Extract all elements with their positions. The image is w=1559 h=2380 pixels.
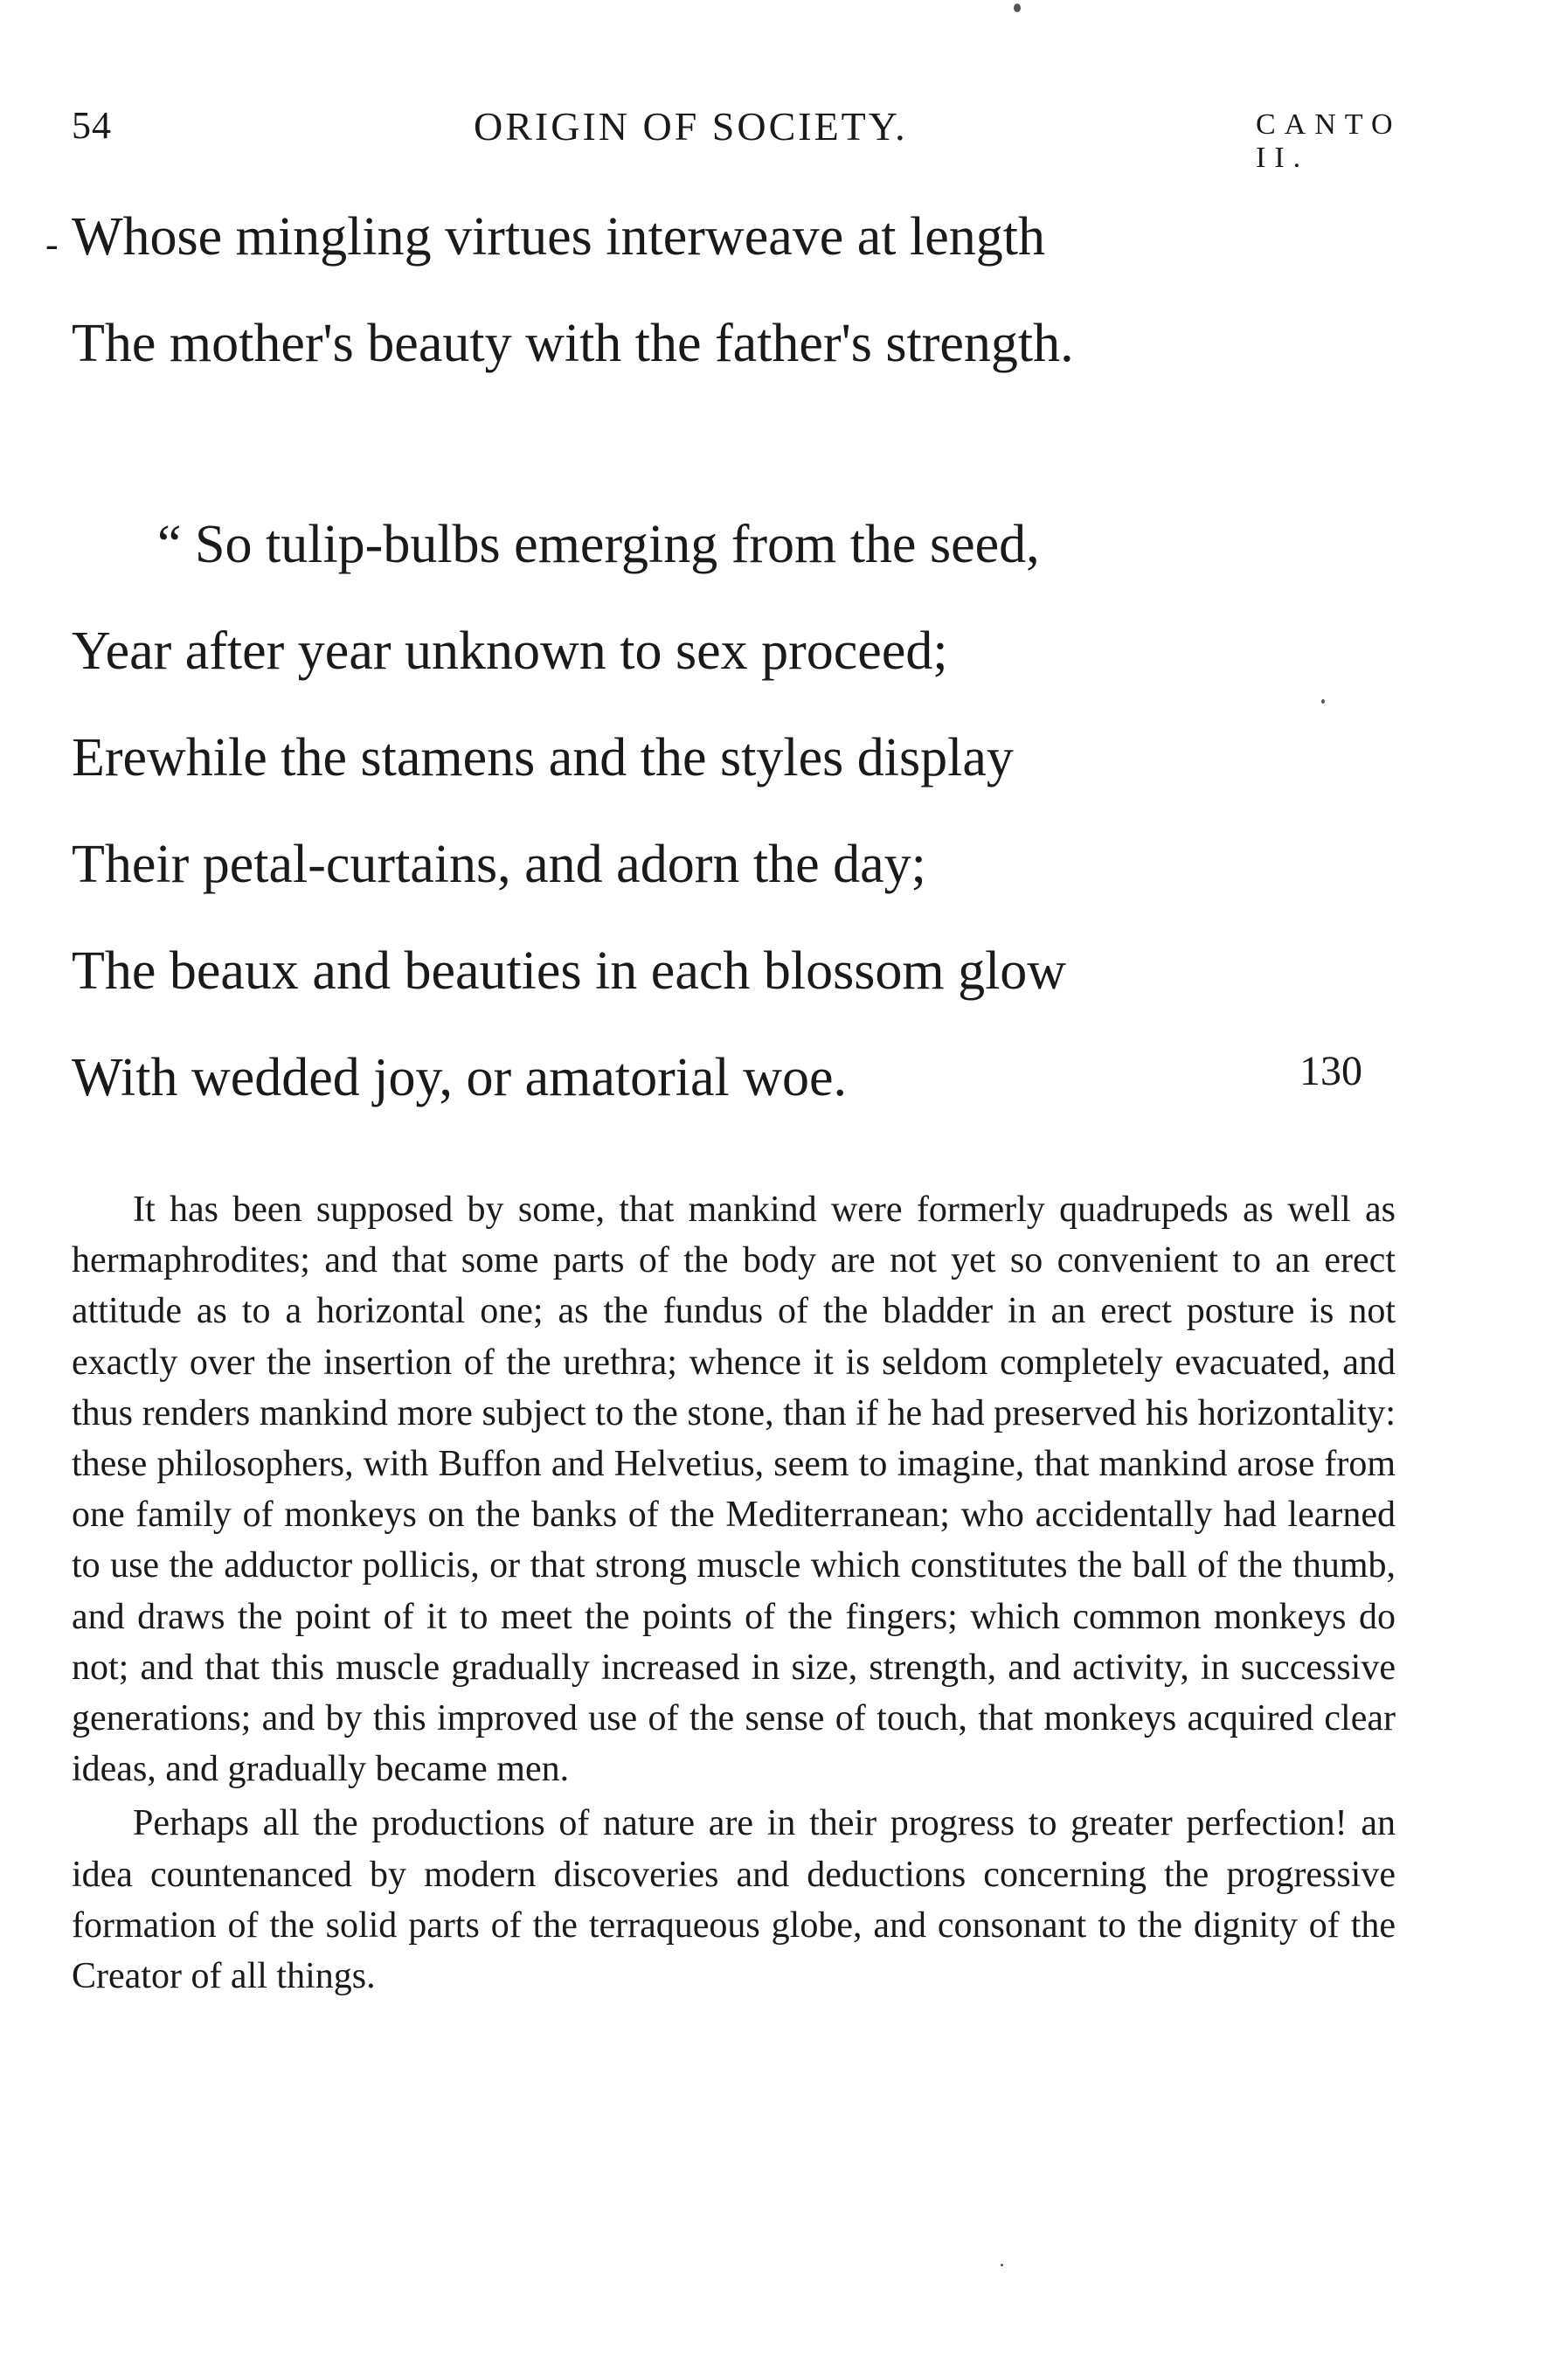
page-number: 54	[72, 104, 112, 147]
verse-line-text: With wedded joy, or amatorial woe.	[72, 1048, 848, 1107]
verse-line: Whose mingling virtues interweave at length	[72, 207, 1045, 267]
print-speck	[1001, 2264, 1003, 2266]
verse-line: Year after year unknown to sex proceed;	[72, 621, 948, 681]
verse-line: Erewhile the stamens and the styles display	[72, 728, 1014, 788]
print-speck	[1321, 699, 1325, 704]
margin-dash: -	[45, 223, 59, 266]
verse-line-numbered	[72, 1048, 1435, 1157]
note-paragraph: It has been supposed by some, that mankind were formerly quadrupeds as well as hermaphrodites; and that some parts of the body are not yet so convenient to an erect attitude as to a horizontal one; as the fundus of the bladder in an erect posture is not exactly over the insertion of the urethra; whence it is seldom completely evacuated, and thus renders mankind more subject to the stone, than if he had preserved his horizontality: these philosophers, with Buffon and Helvetius, seem to imagine, that mankind arose from one family of monkeys on the banks of the Mediterranean; who accidentally had learned to use the adductor pollicis, or that strong muscle which constitutes the ball of the thumb, and draws the point of it to meet the points of the fingers; which common monkeys do not; and that this muscle gradually increased in size, strength, and activity, in successive generations; and by this improved use of the sense of touch, that monkeys acquired clear ideas, and gradually became men.	[72, 1190, 1396, 1790]
verse-stanza	[72, 517, 1435, 1157]
verse-line: The beaux and beauties in each blossom glow	[72, 941, 1067, 1001]
canto-label: CANTO II.	[1256, 108, 1402, 174]
footnote	[72, 1184, 1396, 2002]
verse-stanza-continued	[72, 207, 1435, 423]
running-title: ORIGIN OF SOCIETY.	[474, 104, 908, 149]
line-number: 130	[1299, 1048, 1362, 1094]
verse-line: Their petal-curtains, and adorn the day;	[72, 835, 926, 894]
running-header	[72, 103, 1402, 174]
note-paragraph: Perhaps all the productions of nature are in their progress to greater perfection! an idea countenanced by modern discoveries and deductions concerning the progressive formation of the solid parts of the terraqueous globe, and consonant to the dignity of the Creator of all things.	[72, 1803, 1396, 1997]
verse-line: The mother's beauty with the father's strength.	[72, 314, 1074, 373]
verse-line: “ So tulip-bulbs emerging from the seed,	[157, 515, 1040, 574]
print-speck	[1014, 3, 1021, 12]
